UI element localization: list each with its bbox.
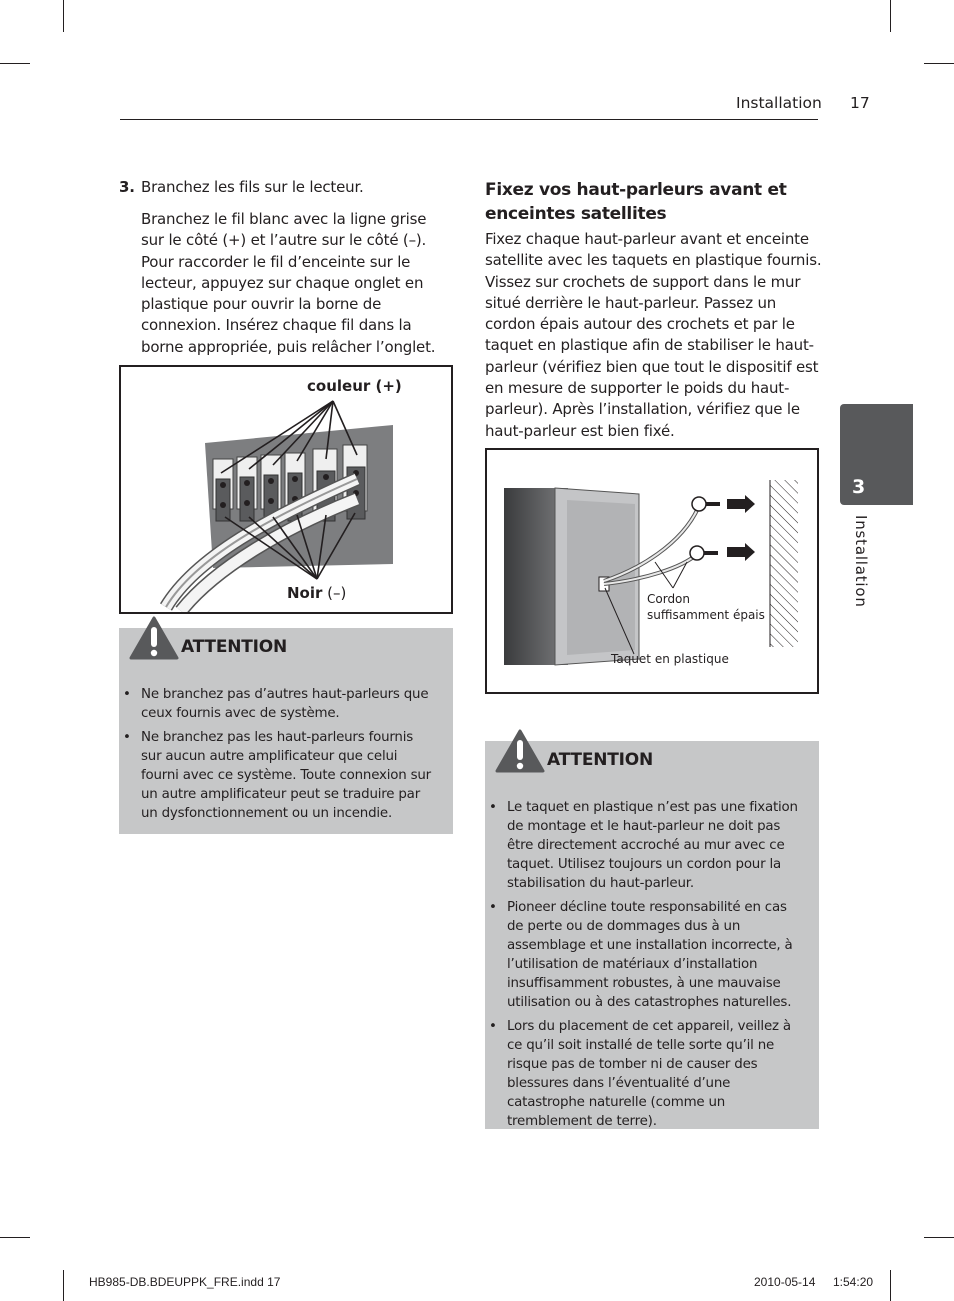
section-body: Fixez chaque haut-parleur avant et enceinte satellite avec les taquets en plastique fournis. Vissez sur crochets de support dans le mur situé derrière le haut-parleur. Passez un cordon épais autour des crochets et par le taquet en plastique afin de stabiliser le haut-parleur (vérifiez bien que tout le dispositif est en mesure de supporter le poids du haut-parleur). Après l’installation, vérifiez que le haut-parleur est bien fixé. (485, 230, 822, 440)
attention-list (485, 798, 807, 1136)
footer-file: HB985-DB.BDEUPPK_FRE.indd 17 (89, 1275, 281, 1289)
cord-label-line1: Cordon (647, 592, 691, 606)
crop-mark (63, 1270, 64, 1301)
tab-label: Taquet en plastique (611, 652, 729, 666)
footer-date: 2010-05-14 (754, 1275, 816, 1289)
chapter-tab (840, 404, 913, 505)
cord-label (647, 591, 765, 623)
crop-mark (924, 1237, 954, 1238)
page-number: 17 (850, 94, 870, 112)
step-body: Branchez le fil blanc avec la ligne grise sur le côté (+) et l’autre sur le côté (–). Pour raccorder le fil d’enceinte sur le lecteur, appuyez sur chaque onglet en plastique pour ouvrir la borne de connexion. Insérez chaque fil dans la borne appropriée, puis relâcher l’onglet. (141, 210, 436, 356)
attention-title: ATTENTION (547, 750, 654, 770)
label-minus-rest: (–) (322, 584, 347, 602)
section-heading: Fixez vos haut-parleurs avant et enceintes satellites (485, 180, 787, 224)
list-item: • Ne branchez pas les haut-parleurs fournis sur aucun autre amplificateur que celui fourni avec ce système. Toute connexion sur un autre amplificateur peut se traduire par un dysfonctionnement ou un incendie. (119, 728, 437, 823)
label-minus (287, 584, 346, 602)
list-item: • Lors du placement de cet appareil, veillez à ce qu’il soit installé de telle sorte qu’il ne risque pas de tomber ni de causer des blessures dans l’éventualité d’une catastrophe naturelle (comme un tremblement de terre). (485, 1017, 807, 1131)
mount-figure (485, 448, 819, 694)
crop-mark (890, 1270, 891, 1301)
attention-box-left (119, 628, 453, 834)
attention-box-right (485, 741, 819, 1129)
step-title: Branchez les fils sur le lecteur. (141, 178, 364, 196)
running-header-section: Installation (736, 94, 822, 112)
list-item: • Le taquet en plastique n’est pas une fixation de montage et le haut-parleur ne doit pas être directement accroché au mur avec ce taquet. Utilisez toujours un cordon pour la stabilisation du haut-parleur. (485, 798, 807, 893)
chapter-tab-label: Installation (852, 515, 870, 608)
label-plus: couleur (+) (307, 377, 402, 395)
terminal-figure (119, 365, 453, 614)
crop-mark (924, 63, 954, 64)
warning-icon (495, 729, 545, 773)
crop-mark (63, 0, 64, 32)
list-item: • Pioneer décline toute responsabilité en cas de perte ou de dommages dus à un assemblage et une installation incorrecte, à l’utilisation de matériaux d’installation insuffisamment robustes, à une mauvaise utilisation ou à des catastrophes naturelles. (485, 898, 807, 1012)
crop-mark (890, 0, 891, 32)
attention-list (119, 685, 437, 828)
step-number: 3. (119, 178, 135, 196)
label-minus-bold: Noir (287, 584, 323, 602)
footer-time: 1:54:20 (833, 1275, 874, 1289)
crop-mark (0, 1237, 30, 1238)
crop-mark (0, 63, 30, 64)
attention-title: ATTENTION (181, 637, 288, 657)
list-item: • Ne branchez pas d’autres haut-parleurs que ceux fournis avec de système. (119, 685, 437, 723)
terminal-illustration (121, 367, 451, 612)
cord-label-line2: suffisamment épais (647, 608, 765, 622)
header-rule (120, 119, 818, 120)
chapter-tab-number: 3 (852, 476, 866, 498)
warning-icon (129, 616, 179, 660)
